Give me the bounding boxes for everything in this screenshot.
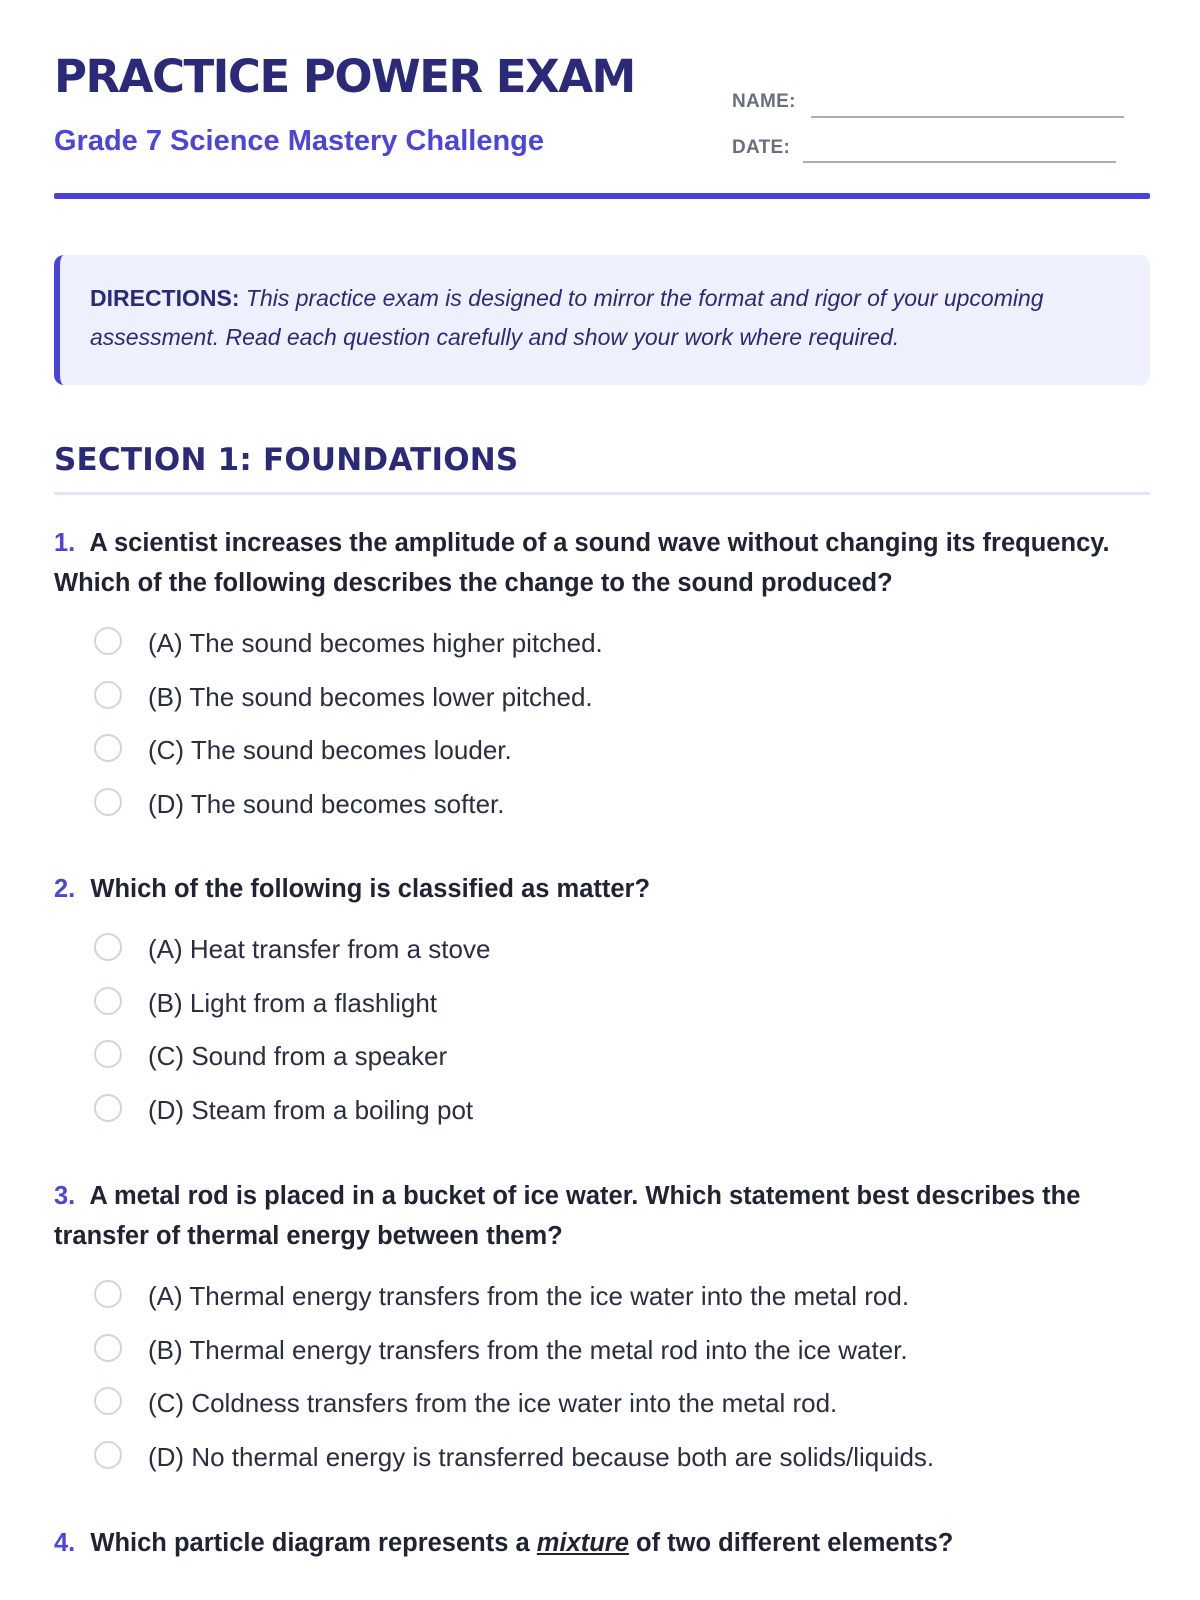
question-text: A scientist increases the amplitude of a sound wave without changing its frequency. Which of the following describes the change to the sound produced? bbox=[54, 529, 1110, 597]
question-number: 3. bbox=[54, 1182, 76, 1210]
radio-button[interactable] bbox=[94, 1280, 122, 1308]
question-1 bbox=[54, 523, 1154, 831]
option-label: (C) Coldness transfers from the ice water into the metal rod. bbox=[148, 1388, 838, 1418]
name-field[interactable] bbox=[811, 116, 1124, 118]
radio-button[interactable] bbox=[94, 1387, 122, 1415]
question-3 bbox=[54, 1176, 1154, 1484]
option-label: (D) The sound becomes softer. bbox=[148, 788, 505, 819]
option-c[interactable] bbox=[54, 1377, 1154, 1431]
date-field[interactable] bbox=[803, 161, 1116, 163]
radio-button[interactable] bbox=[94, 681, 122, 709]
header-divider bbox=[54, 193, 1150, 199]
question-4 bbox=[54, 1523, 1154, 1563]
radio-button[interactable] bbox=[94, 1094, 122, 1122]
radio-button[interactable] bbox=[94, 1441, 122, 1469]
answer-options bbox=[54, 617, 1154, 831]
option-a[interactable] bbox=[54, 923, 1154, 977]
question-stem bbox=[54, 1523, 1154, 1563]
option-label: (A) Thermal energy transfers from the ice water into the metal rod. bbox=[148, 1281, 910, 1311]
section-divider bbox=[54, 492, 1150, 495]
question-stem bbox=[54, 1176, 1154, 1256]
option-d[interactable] bbox=[54, 1431, 1154, 1485]
option-label: (B) The sound becomes lower pitched. bbox=[148, 681, 593, 712]
option-label: (B) Thermal energy transfers from the metal rod into the ice water. bbox=[148, 1334, 908, 1365]
question-number: 2. bbox=[54, 875, 76, 903]
date-label: DATE: bbox=[732, 137, 791, 158]
option-d[interactable] bbox=[54, 1084, 1154, 1138]
option-b[interactable] bbox=[54, 671, 1154, 725]
question-number: 1. bbox=[54, 529, 76, 557]
option-a[interactable] bbox=[54, 1270, 1154, 1324]
question-number: 4. bbox=[54, 1529, 76, 1557]
option-c[interactable] bbox=[54, 1030, 1154, 1084]
section-title: SECTION 1: FOUNDATIONS bbox=[54, 442, 519, 478]
radio-button[interactable] bbox=[94, 734, 122, 762]
directions-box bbox=[54, 255, 1150, 385]
option-label: (B) Light from a flashlight bbox=[148, 987, 438, 1018]
question-text-after: of two different elements? bbox=[636, 1529, 954, 1557]
option-label: (D) Steam from a boiling pot bbox=[148, 1094, 474, 1125]
question-stem bbox=[54, 523, 1154, 603]
question-emphasis: mixture bbox=[536, 1529, 629, 1557]
question-2 bbox=[54, 869, 1154, 1137]
option-c[interactable] bbox=[54, 724, 1154, 778]
name-label: NAME: bbox=[732, 91, 796, 112]
directions-label: DIRECTIONS: bbox=[90, 285, 240, 311]
radio-button[interactable] bbox=[94, 627, 122, 655]
option-label: (C) Sound from a speaker bbox=[148, 1041, 448, 1071]
exam-subtitle: Grade 7 Science Mastery Challenge bbox=[54, 125, 544, 157]
option-d[interactable] bbox=[54, 778, 1154, 832]
question-stem bbox=[54, 869, 1154, 909]
option-label: (D) No thermal energy is transferred because both are solids/liquids. bbox=[148, 1441, 935, 1472]
radio-button[interactable] bbox=[94, 933, 122, 961]
option-a[interactable] bbox=[54, 617, 1154, 671]
radio-button[interactable] bbox=[94, 987, 122, 1015]
answer-options bbox=[54, 1270, 1154, 1484]
radio-button[interactable] bbox=[94, 1334, 122, 1362]
question-text: A metal rod is placed in a bucket of ice water. Which statement best describes the transfer of thermal energy between them? bbox=[54, 1182, 1081, 1250]
radio-button[interactable] bbox=[94, 788, 122, 816]
option-label: (C) The sound becomes louder. bbox=[148, 735, 512, 765]
radio-button[interactable] bbox=[94, 1040, 122, 1068]
exam-title: PRACTICE POWER EXAM bbox=[54, 50, 635, 103]
option-label: (A) The sound becomes higher pitched. bbox=[148, 628, 603, 658]
option-label: (A) Heat transfer from a stove bbox=[148, 934, 491, 964]
option-b[interactable] bbox=[54, 1324, 1154, 1378]
question-text: Which of the following is classified as matter? bbox=[90, 875, 651, 903]
option-b[interactable] bbox=[54, 977, 1154, 1031]
answer-options bbox=[54, 923, 1154, 1137]
question-text-before: Which particle diagram represents a bbox=[90, 1529, 530, 1557]
directions-text: This practice exam is designed to mirror the format and rigor of your upcoming assessment. Read each question carefully and show your work where required. bbox=[90, 285, 1044, 350]
